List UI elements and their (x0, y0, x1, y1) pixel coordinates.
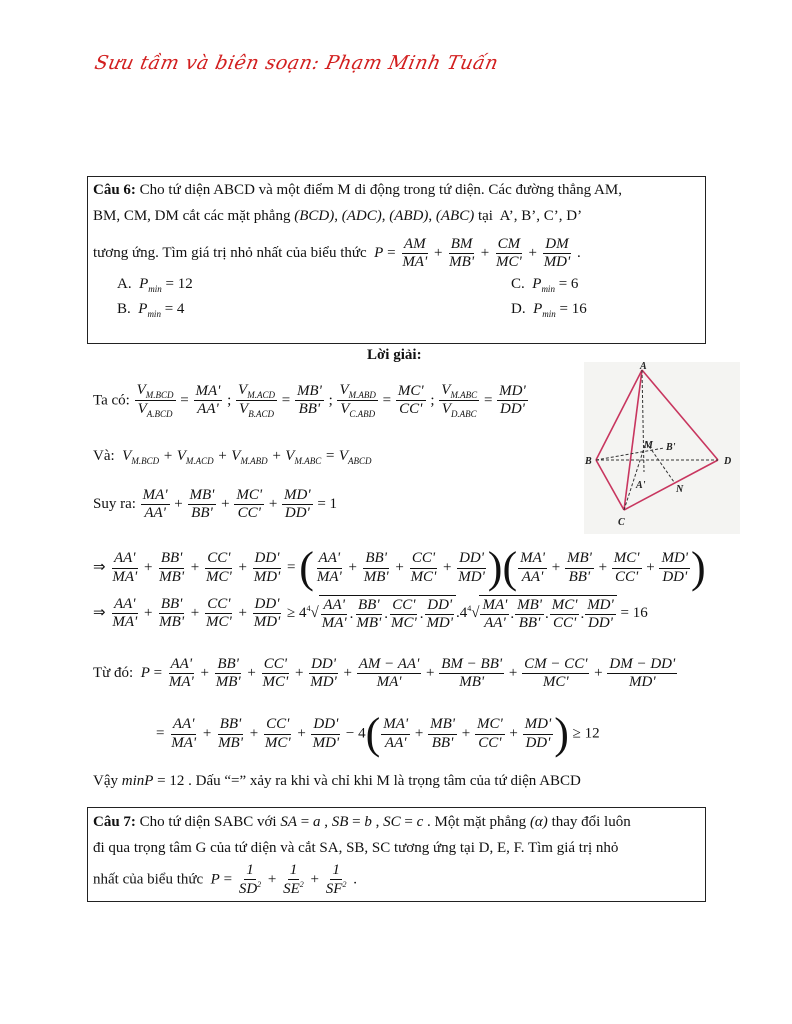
equation-volume-sum: Và: $V_{M.BCD} + V_{M.ACD} + V_{M.ABD} + V_{M.ABC} = V_{ABCD}$ (93, 448, 372, 466)
question-6-label: Câu 6: (93, 182, 136, 198)
option-d: D. $P_{min} = 16$ (511, 301, 587, 319)
option-b: B. $P_{min} = 4$ (117, 301, 185, 319)
point-label-a-prime: A' (636, 480, 646, 491)
equation-from-there: Từ đó: P = $\frac{AA'}{MA'}$ + $\frac{BB'}{MB'}$ + $\frac{CC'}{MC'}$ + $\frac{DD'}{MD'}$ + $\frac{AM - AA'}{MA'}$ + $\frac{BM - BB'}{MB'}$ + $\frac{CM - CC'}{MC'}$ + $\frac{DM - DD'}{MD'}$ (93, 656, 676, 691)
question-6-line2: BM, CM, DM cắt các mặt phẳng (BCD), (ADC), (ABD), (ABC) tại A’, B’, C’, D’ (93, 208, 583, 224)
question-7-line2: đi qua trọng tâm G của tứ diện và cắt SA, SB, SC tương ứng tại D, E, F. Tìm giá trị nhỏ (93, 840, 619, 856)
point-label-m: M (644, 440, 653, 451)
question-6-line3: tương ứng. Tìm giá trị nhỏ nhất của biểu thức P = $\frac{AM}{MA'}$ + $\frac{BM}{MB'}$ + $\frac{CM}{MC'}$ + $\frac{DM}{MD'}$ . (93, 236, 581, 271)
option-c: C. $P_{min} = 6$ (511, 276, 579, 294)
vertex-label-a: A (640, 362, 647, 372)
option-a: A. $P_{min} = 12$ (117, 276, 193, 294)
equation-ratios: Ta có: $\frac{V_{M.BCD}}{V_{A.BCD}}$ = $\frac{MA'}{AA'}$ ; $\frac{V_{M.ACD}}{V_{B.ACD}}$ = $\frac{MB'}{BB'}$ ; $\frac{V_{M.ABD}}{V_{C.ABD}}$ = $\frac{MC'}{CC'}$ ; $\frac{V_{M.ABC}}{V_{D.ABC}}$ = $\frac{MD'}{DD'}$ (93, 382, 526, 420)
question-7-line3: nhất của biểu thức P = $\frac{1}{SD^2}$ + $\frac{1}{SE^2}$ + $\frac{1}{SF^2}$ . (93, 862, 357, 898)
equation-sum-one: Suy ra: $\frac{MA'}{AA'}$ + $\frac{MB'}{BB'}$ + $\frac{MC'}{CC'}$ + $\frac{MD'}{DD'}$ = 1 (93, 487, 338, 522)
point-label-b-prime: B' (666, 442, 676, 453)
point-label-n: N (676, 484, 684, 495)
conclusion: Vậy minP = 12 . Dấu “=” xảy ra khi và chỉ khi M là trọng tâm của tứ diện ABCD (93, 773, 581, 789)
question-7-line1: Câu 7: Cho tứ diện SABC với SA = a , SB = b , SC = c . Một mặt phẳng (α) thay đổi luôn (93, 814, 631, 830)
question-7-label: Câu 7: (93, 814, 136, 830)
tetrahedron-figure (584, 362, 740, 534)
equation-product: ⇒ $\frac{AA'}{MA'}$ + $\frac{BB'}{MB'}$ + $\frac{CC'}{MC'}$ + $\frac{DD'}{MD'}$ = ( $\frac{AA'}{MA'}$ + $\frac{BB'}{MB'}$ + $\frac{CC'}{MC'}$ + $\frac{DD'}{MD'}$ )( $\frac{MA'}{AA'}$ + $\frac{MB'}{BB'}$ + $\frac{MC'}{CC'}$ + $\frac{MD'}{DD'}$ ) (93, 543, 706, 592)
equation-lower-bound: = $\frac{AA'}{MA'}$ + $\frac{BB'}{MB'}$ + $\frac{CC'}{MC'}$ + $\frac{DD'}{MD'}$ − 4( $\frac{MA'}{AA'}$ + $\frac{MB'}{BB'}$ + $\frac{MC'}{CC'}$ + $\frac{MD'}{DD'}$ ) ≥ 12 (156, 709, 600, 758)
solution-title: Lời giải: (367, 347, 422, 363)
vertex-label-c: C (618, 517, 625, 528)
question-6-text1: Cho tứ diện ABCD và một điểm M di động trong tứ diện. Các đường thẳng AM, (139, 182, 622, 198)
vertex-label-b: B (585, 456, 592, 467)
vertex-label-d: D (724, 456, 732, 467)
header-credit: Sưu tầm và biên soạn: Phạm Minh Tuấn (92, 52, 501, 74)
equation-am-gm: ⇒ $\frac{AA'}{MA'}$ + $\frac{BB'}{MB'}$ + $\frac{CC'}{MC'}$ + $\frac{DD'}{MD'}$ ≥ $4^4√$ $\frac{AA'}{MA'}$ . $\frac{BB'}{MB'}$ . $\frac{CC'}{MC'}$ . $\frac{DD'}{MD'}$ $.4^4√$ $\frac{MA'}{AA'}$ . $\frac{MB'}{BB'}$ . $\frac{MC'}{CC'}$ . $\frac{MD'}{DD'}$ = 16 (93, 596, 648, 632)
question-6-line1 (93, 182, 622, 199)
